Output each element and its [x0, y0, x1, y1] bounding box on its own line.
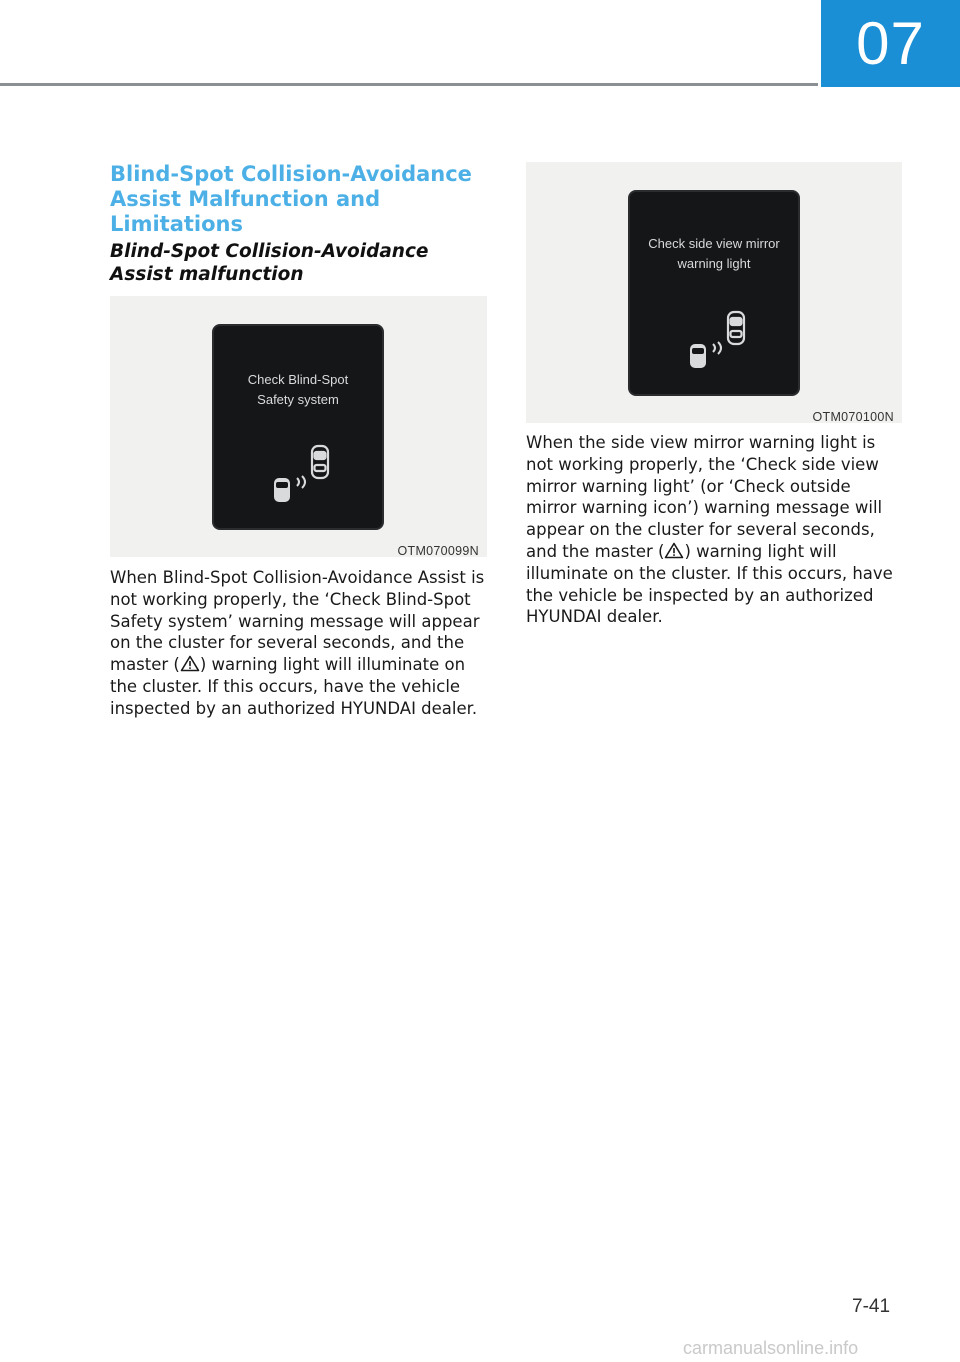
cluster-screen: [214, 326, 382, 528]
figure-side-mirror-warning: [526, 162, 902, 423]
cluster-message-line1: Check Blind-Spot: [247, 372, 349, 387]
cluster-message-line2: warning light: [677, 256, 751, 271]
master-warning-icon: [664, 542, 684, 559]
master-warning-icon: [180, 655, 200, 672]
sub-title: Blind-Spot Collision-Avoidance Assist malfunction: [110, 241, 429, 285]
paragraph-text-part2: ) warning light will illuminate on the cluster. If this occurs, have the vehicle be inspected by an authorized HYUNDAI dealer.: [526, 541, 893, 627]
cluster-message-line2: Safety system: [257, 392, 339, 407]
cluster-message: [630, 234, 798, 274]
cluster-message: [214, 370, 382, 410]
paragraph-text-part1: When Blind-Spot Collision-Avoidance Assist is not working properly, the ‘Check Blind-Spot Safety system’ warning message will appear on the cluster for several seconds, and the master (: [110, 568, 485, 675]
section-title: Blind-Spot Collision-Avoidance Assist Malfunction and Limitations: [110, 162, 472, 236]
figure-code: OTM070099N: [397, 544, 479, 558]
watermark: carmanualsonline.info: [683, 1338, 859, 1358]
paragraph-text-part2: ) warning light will illuminate on the cluster. If this occurs, have the vehicle inspected by an authorized HYUNDAI dealer.: [110, 655, 478, 718]
paragraph-blind-spot-malfunction: [110, 567, 495, 720]
header-rule: [0, 83, 818, 86]
paragraph-text-part1: When the side view mirror warning light is not working properly, the ‘Check side view mirror warning light’ (or ‘Check outside mirror warning icon’) warning message will appear on the cluster for several seconds, and the master (: [526, 433, 883, 561]
cluster-screen: [630, 192, 798, 394]
figure-code: OTM070100N: [812, 410, 894, 424]
cluster-message-line1: Check side view mirror: [648, 236, 780, 251]
chapter-tab: 07: [821, 0, 960, 87]
page-number: 7-41: [852, 1296, 891, 1317]
blind-spot-cars-icon: [264, 438, 344, 508]
paragraph-side-mirror-malfunction: [526, 432, 902, 628]
figure-blind-spot-warning: [110, 296, 487, 557]
blind-spot-cars-icon: [680, 304, 760, 374]
